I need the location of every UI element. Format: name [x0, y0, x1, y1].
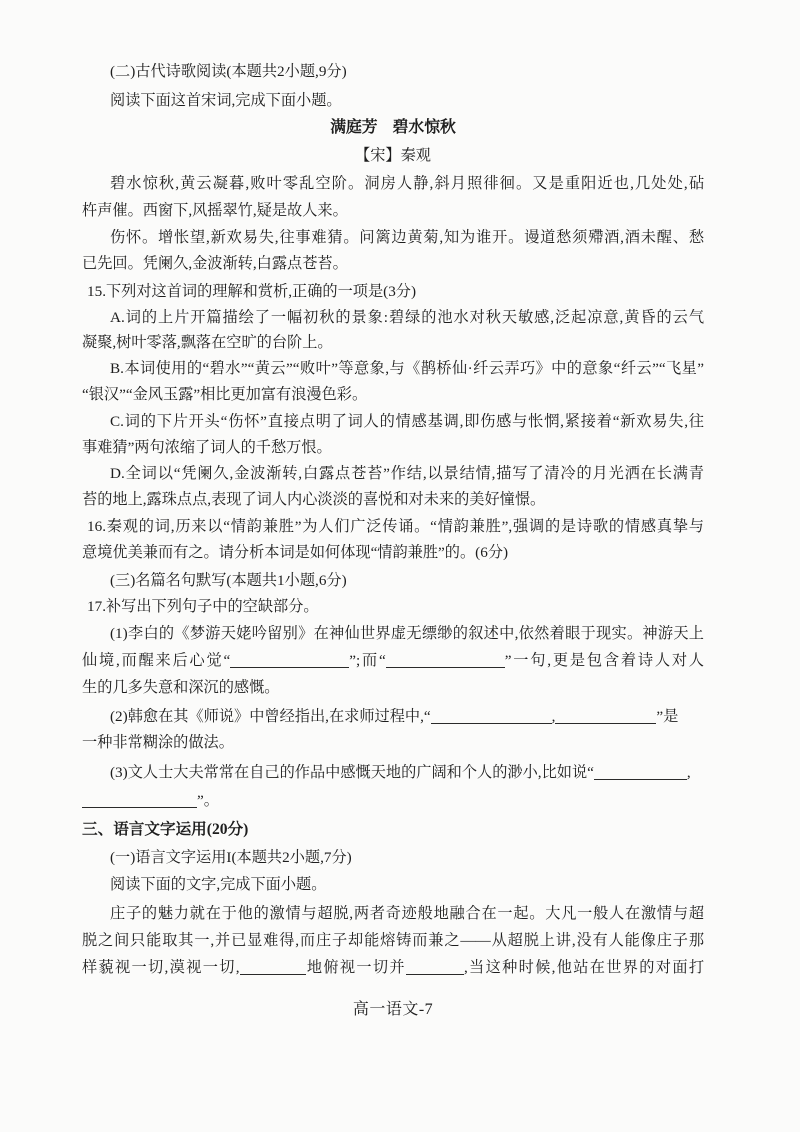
q17-item-3-text-a: (3)文人士大夫常常在自己的作品中感慨天地的广阔和个人的渺小,比如说“	[110, 764, 594, 781]
q17-item-2-text-b: ,	[551, 708, 556, 725]
question-15-stem: 15.下列对这首词的理解和赏析,正确的一项是(3分)	[87, 283, 417, 300]
poem-author: 【宋】秦观	[355, 147, 431, 164]
q17-item-2-text-a: (2)韩愈在其《师说》中曾经指出,在求师过程中,“	[110, 708, 431, 725]
question-16-line-2: 意境优美兼而有之。请分析本词是如何体现“情韵兼胜”的。(6分)	[82, 544, 509, 561]
passage-line-1: 庄子的魅力就在于他的激情与超脱,两者奇迹般地融合在一起。大凡一般人在激情与超	[110, 905, 704, 922]
poem-stanza-2-line-2: 已先回。凭阑久,金波渐转,白露点苍苔。	[82, 255, 348, 272]
answer-blank	[555, 709, 656, 724]
option-d-line-1: D.全词以“凭阑久,金波渐转,白露点苍苔”作结,以景结情,描写了清冷的月光洒在长满青	[110, 465, 704, 482]
language-instruction: 阅读下面的文字,完成下面小题。	[110, 876, 327, 893]
poetry-instruction: 阅读下面这首宋词,完成下面小题。	[110, 92, 342, 109]
poem-stanza-1-line-1: 碧水惊秋,黄云凝暮,败叶零乱空阶。洞房人静,斜月照徘徊。又是重阳近也,几处处,砧	[110, 175, 704, 192]
q17-item-3-text-b: ,	[686, 764, 691, 781]
passage-line-3	[82, 955, 704, 981]
poem-title: 满庭芳 碧水惊秋	[330, 119, 456, 136]
option-a-line-2: 凝聚,树叶零落,飘落在空旷的台阶上。	[82, 334, 333, 351]
q17-item-1-text-c: ”一句,更是包含着诗人对人	[504, 652, 704, 669]
answer-blank	[431, 709, 552, 724]
answer-blank	[82, 793, 197, 808]
passage-text-b: 地俯视一切并	[305, 959, 406, 976]
language-part-heading: 三、语言文字运用(20分)	[82, 821, 249, 838]
q17-item-1-text-b: ”;而“	[349, 652, 386, 669]
q17-item-1-line-2	[82, 648, 704, 674]
page-footer: 高一语文-7	[352, 1001, 434, 1018]
passage-line-2: 脱之间只能取其一,并已显难得,而庄子却能熔铸而兼之——从超脱上讲,没有人能像庄子那	[82, 932, 704, 949]
poetry-section-heading: (二)古代诗歌阅读(本题共2小题,9分)	[110, 63, 347, 80]
q17-item-1-line-3: 生的几多失意和深沉的感慨。	[82, 679, 280, 696]
answer-blank	[594, 765, 687, 780]
recitation-section-heading: (三)名篇名句默写(本题共1小题,6分)	[110, 572, 347, 589]
q17-item-2-line-1	[110, 704, 704, 730]
q17-item-3-line-1	[110, 760, 704, 786]
q17-item-1-text-a: 仙境,而醒来后心觉“	[82, 652, 231, 669]
passage-text-a: 样藐视一切,漠视一切,	[82, 959, 240, 976]
option-a-line-1: A.词的上片开篇描绘了一幅初秋的景象:碧绿的池水对秋天敏感,泛起凉意,黄昏的云气	[110, 309, 704, 326]
option-d-line-2: 苔的地上,露珠点点,表现了词人内心淡淡的喜悦和对未来的美好憧憬。	[82, 491, 546, 508]
q17-item-2-text-c: ”是	[656, 708, 679, 725]
q17-item-2-line-2: 一种非常糊涂的做法。	[82, 734, 234, 751]
q17-item-3-text-c: ”。	[197, 792, 219, 809]
option-b-line-2: “银汉”“金风玉露”相比更加富有浪漫色彩。	[82, 386, 368, 403]
answer-blank	[406, 960, 464, 975]
q17-item-1-line-1: (1)李白的《梦游天姥吟留别》在神仙世界虚无缥缈的叙述中,依然着眼于现实。神游天上	[110, 625, 704, 642]
question-17-stem: 17.补写出下列句子中的空缺部分。	[87, 598, 319, 615]
answer-blank	[230, 653, 349, 668]
option-c-line-1: C.词的下片开头“伤怀”直接点明了词人的情感基调,即伤感与怅惘,紧接着“新欢易失,往	[110, 413, 704, 430]
option-b-line-1: B.本词使用的“碧水”“黄云”“败叶”等意象,与《鹊桥仙·纤云弄巧》中的意象“纤云”“飞星”	[110, 360, 704, 377]
poem-stanza-1-line-2: 杵声催。西窗下,风摇翠竹,疑是故人来。	[82, 202, 348, 219]
language-subheading: (一)语言文字运用I(本题共2小题,7分)	[110, 849, 352, 866]
q17-item-3-line-2	[82, 788, 704, 814]
passage-text-c: ,当这种时候,他站在世界的对面打	[463, 959, 705, 976]
answer-blank	[240, 960, 306, 975]
option-c-line-2: 事难猜”两句浓缩了词人的千愁万恨。	[82, 439, 332, 456]
question-16-line-1: 16.秦观的词,历来以“情韵兼胜”为人们广泛传诵。“情韵兼胜”,强调的是诗歌的情感真挚与	[87, 518, 704, 535]
poem-stanza-2-line-1: 伤怀。增怅望,新欢易失,往事难猜。问篱边黄菊,知为谁开。谩道愁须殢酒,酒未醒、愁	[110, 229, 704, 246]
answer-blank	[386, 653, 505, 668]
